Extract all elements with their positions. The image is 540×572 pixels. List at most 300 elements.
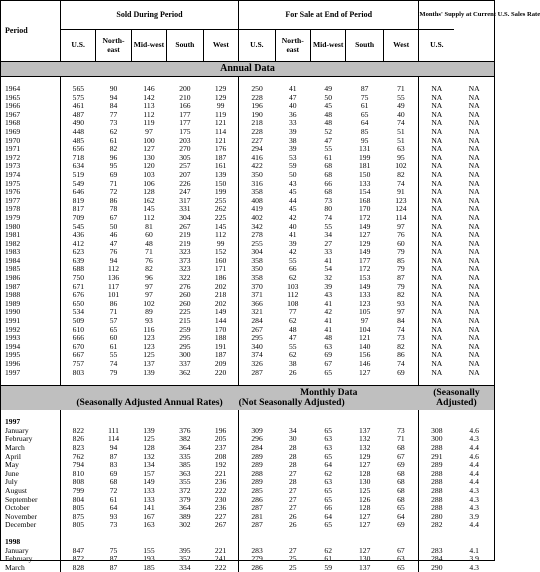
table-cell: 3.9: [454, 513, 494, 522]
table-cell: NA: [419, 145, 454, 154]
table-cell: 132: [131, 453, 166, 462]
monthly-sold-note: (Seasonally Adjusted Annual Rates): [60, 386, 238, 411]
sold-col-south: South: [167, 30, 203, 62]
table-cell: 48: [275, 326, 310, 335]
table-cell: 136: [96, 274, 131, 283]
table-cell: 105: [346, 308, 384, 317]
sold-col-midwest: Mid-west: [131, 30, 166, 62]
monthly-value-column: [60, 547, 95, 572]
table-cell: 162: [131, 197, 166, 206]
table-cell: 60: [131, 231, 166, 240]
table-cell: 146: [346, 360, 384, 369]
table-cell: 127: [346, 369, 384, 378]
table-cell: 323: [167, 248, 203, 257]
table-cell: 289: [419, 461, 454, 470]
table-cell: 38: [275, 137, 310, 146]
table-cell: 79: [96, 369, 131, 378]
table-cell: 177: [167, 119, 203, 128]
table-cell: 121: [203, 119, 238, 128]
table-cell: NA: [419, 343, 454, 352]
table-cell: 166: [167, 102, 203, 111]
table-cell: 46: [96, 231, 131, 240]
monthly-value-column: [167, 427, 203, 530]
table-cell: 149: [346, 283, 384, 292]
table-cell: 39: [275, 128, 310, 137]
table-cell: 63: [310, 444, 345, 453]
table-cell: 61: [96, 496, 131, 505]
table-cell: NA: [419, 197, 454, 206]
table-cell: 276: [167, 283, 203, 292]
year-label: 1994: [5, 343, 60, 352]
year-label: 1981: [5, 231, 60, 240]
table-cell: 44: [275, 197, 310, 206]
table-cell: 300: [167, 351, 203, 360]
table-cell: 85: [383, 257, 418, 266]
monthly-year-heading: 1998: [1, 538, 60, 547]
table-cell: 61: [310, 555, 345, 564]
table-cell: 62: [96, 128, 131, 137]
table-cell: 93: [383, 300, 418, 309]
table-cell: 97: [131, 291, 166, 300]
table-cell: 817: [61, 205, 96, 214]
table-cell: 49: [310, 85, 345, 94]
table-cell: 287: [239, 369, 275, 378]
table-cell: 286: [239, 564, 275, 572]
table-cell: 288: [419, 487, 454, 496]
table-cell: 519: [61, 171, 96, 180]
table-cell: 39: [275, 145, 310, 154]
table-cell: 358: [239, 188, 275, 197]
table-cell: 280: [419, 513, 454, 522]
table-cell: 74: [383, 180, 418, 189]
table-cell: 86: [383, 351, 418, 360]
table-cell: 67: [383, 453, 418, 462]
table-cell: 121: [203, 137, 238, 146]
table-cell: 94: [96, 257, 131, 266]
table-cell: 172: [346, 214, 384, 223]
month-label: June: [5, 470, 60, 479]
monthly-value-column: [383, 427, 418, 530]
table-cell: NA: [454, 257, 494, 266]
annual-sold-midwest: [131, 85, 166, 377]
table-cell: 300: [419, 435, 454, 444]
table-cell: 99: [203, 102, 238, 111]
table-cell: 288: [239, 470, 275, 479]
table-cell: 395: [167, 547, 203, 556]
table-cell: 144: [203, 317, 238, 326]
table-cell: 67: [96, 214, 131, 223]
table-cell: NA: [454, 111, 494, 120]
table-cell: 4.1: [454, 547, 494, 556]
table-cell: 60: [96, 334, 131, 343]
table-cell: 4.3: [454, 504, 494, 513]
table-cell: NA: [419, 162, 454, 171]
table-cell: 295: [239, 334, 275, 343]
table-cell: 79: [383, 265, 418, 274]
table-cell: 140: [346, 343, 384, 352]
year-label: 1973: [5, 162, 60, 171]
table-cell: NA: [454, 265, 494, 274]
table-cell: 155: [131, 547, 166, 556]
year-label: 1983: [5, 248, 60, 257]
table-cell: 41: [310, 317, 345, 326]
table-cell: 137: [131, 360, 166, 369]
table-cell: 95: [383, 154, 418, 163]
table-cell: 108: [275, 300, 310, 309]
table-cell: 228: [239, 128, 275, 137]
table-cell: 283: [419, 547, 454, 556]
table-cell: 64: [383, 513, 418, 522]
table-cell: 102: [383, 162, 418, 171]
table-cell: 30: [275, 435, 310, 444]
year-label: 1965: [5, 94, 60, 103]
table-cell: 202: [203, 283, 238, 292]
table-cell: 40: [275, 102, 310, 111]
table-cell: 133: [131, 496, 166, 505]
monthly-value-column: [419, 427, 454, 530]
annual-sold-us: [60, 85, 95, 377]
monthly-months-note: (Seasonally Adjusted): [419, 386, 494, 411]
table-cell: NA: [454, 137, 494, 146]
table-cell: 270: [167, 145, 203, 154]
table-cell: NA: [419, 128, 454, 137]
table-cell: 376: [167, 427, 203, 436]
table-cell: 99: [203, 240, 238, 249]
table-cell: 112: [96, 265, 131, 274]
table-cell: 676: [61, 291, 96, 300]
table-cell: 364: [167, 504, 203, 513]
sale-col-northeast: North-east: [275, 30, 310, 62]
table-cell: 279: [239, 555, 275, 564]
table-cell: 51: [383, 137, 418, 146]
table-cell: 288: [419, 496, 454, 505]
year-label: 1966: [5, 102, 60, 111]
table-cell: 317: [167, 197, 203, 206]
table-cell: 87: [383, 274, 418, 283]
table-cell: 65: [310, 521, 345, 530]
table-cell: 646: [61, 188, 96, 197]
table-cell: 218: [239, 119, 275, 128]
annual-sold-west: [203, 85, 238, 377]
table-cell: 416: [239, 154, 275, 163]
table-cell: 247: [167, 188, 203, 197]
table-cell: 509: [61, 317, 96, 326]
monthly-value-column: [167, 547, 203, 572]
table-cell: 408: [239, 197, 275, 206]
table-cell: 77: [96, 111, 131, 120]
table-cell: NA: [454, 188, 494, 197]
monthly-value-column: [96, 547, 131, 572]
year-label: 1984: [5, 257, 60, 266]
table-cell: 25: [275, 564, 310, 572]
sale-col-west: West: [383, 30, 418, 62]
table-cell: 289: [239, 453, 275, 462]
table-cell: 709: [61, 214, 96, 223]
table-cell: NA: [454, 360, 494, 369]
table-cell: 810: [61, 470, 96, 479]
table-cell: 192: [203, 461, 238, 470]
table-cell: 295: [167, 343, 203, 352]
table-cell: 196: [239, 102, 275, 111]
year-label: 1996: [5, 360, 60, 369]
table-cell: 352: [167, 555, 203, 564]
table-cell: 167: [131, 513, 166, 522]
table-cell: 822: [61, 427, 96, 436]
table-cell: 188: [203, 334, 238, 343]
table-cell: 291: [419, 453, 454, 462]
table-cell: 45: [310, 102, 345, 111]
year-label: 1986: [5, 274, 60, 283]
table-cell: 370: [239, 283, 275, 292]
table-cell: 55: [310, 223, 345, 232]
table-cell: 65: [383, 504, 418, 513]
table-cell: 227: [239, 137, 275, 146]
table-cell: 149: [203, 308, 238, 317]
monthly-data-band: Monthly Data: [239, 386, 419, 398]
table-cell: 124: [383, 205, 418, 214]
table-cell: 285: [239, 487, 275, 496]
table-cell: 82: [383, 171, 418, 180]
table-cell: 153: [346, 274, 384, 283]
table-cell: 872: [61, 555, 96, 564]
table-cell: 53: [275, 154, 310, 163]
table-cell: 87: [96, 453, 131, 462]
table-cell: 302: [167, 521, 203, 530]
table-cell: 55: [383, 94, 418, 103]
table-cell: NA: [419, 154, 454, 163]
table-cell: 128: [346, 470, 384, 479]
table-cell: 38: [275, 360, 310, 369]
monthly-year-heading: 1997: [1, 418, 60, 427]
table-cell: 154: [346, 188, 384, 197]
table-cell: 133: [131, 487, 166, 496]
table-cell: 62: [310, 470, 345, 479]
table-cell: 137: [346, 427, 384, 436]
table-cell: 385: [167, 461, 203, 470]
table-cell: 412: [61, 240, 96, 249]
table-cell: 113: [131, 102, 166, 111]
table-cell: 794: [61, 461, 96, 470]
table-cell: 623: [61, 248, 96, 257]
table-cell: 193: [131, 555, 166, 564]
table-cell: 28: [275, 461, 310, 470]
table-cell: 363: [167, 470, 203, 479]
table-cell: 60: [383, 240, 418, 249]
table-cell: 62: [275, 317, 310, 326]
table-cell: 4.4: [454, 521, 494, 530]
table-cell: 114: [383, 214, 418, 223]
table-cell: 62: [310, 547, 345, 556]
table-cell: 131: [346, 145, 384, 154]
table-cell: 288: [419, 478, 454, 487]
table-cell: NA: [419, 308, 454, 317]
table-cell: 350: [239, 171, 275, 180]
table-cell: 278: [239, 231, 275, 240]
table-cell: 804: [61, 496, 96, 505]
table-cell: 545: [61, 223, 96, 232]
year-label: 1985: [5, 265, 60, 274]
table-cell: 236: [203, 478, 238, 487]
table-cell: 74: [383, 360, 418, 369]
table-cell: 67: [383, 547, 418, 556]
table-cell: NA: [419, 274, 454, 283]
table-cell: 68: [383, 470, 418, 479]
table-cell: 61: [96, 137, 131, 146]
table-cell: 170: [203, 326, 238, 335]
table-cell: 171: [203, 265, 238, 274]
monthly-value-column: [60, 427, 95, 530]
table-cell: NA: [419, 137, 454, 146]
table-cell: 372: [167, 487, 203, 496]
monthly-value-column: [239, 547, 275, 572]
table-cell: NA: [419, 102, 454, 111]
month-label: March: [5, 564, 60, 572]
monthly-value-column: [203, 427, 238, 530]
table-cell: 208: [203, 453, 238, 462]
table-cell: 290: [419, 564, 454, 572]
table-cell: 66: [275, 265, 310, 274]
table-cell: 382: [167, 435, 203, 444]
table-cell: 69: [383, 521, 418, 530]
table-cell: 123: [131, 334, 166, 343]
table-cell: 133: [346, 291, 384, 300]
table-cell: NA: [454, 94, 494, 103]
table-cell: 127: [346, 513, 384, 522]
table-cell: 83: [96, 461, 131, 470]
table-cell: 120: [131, 162, 166, 171]
table-cell: NA: [454, 171, 494, 180]
table-cell: NA: [419, 283, 454, 292]
table-cell: 358: [239, 257, 275, 266]
table-cell: 55: [275, 343, 310, 352]
table-cell: 185: [131, 564, 166, 572]
table-cell: NA: [454, 326, 494, 335]
year-label: 1972: [5, 154, 60, 163]
table-cell: 33: [275, 119, 310, 128]
table-cell: 205: [203, 435, 238, 444]
table-cell: 4.6: [454, 453, 494, 462]
table-cell: 236: [203, 504, 238, 513]
table-cell: 309: [239, 427, 275, 436]
table-cell: 86: [96, 197, 131, 206]
table-cell: 123: [346, 300, 384, 309]
annual-sold-south: [167, 85, 203, 377]
table-cell: 55: [310, 145, 345, 154]
table-cell: 260: [167, 291, 203, 300]
monthly-value-column: [346, 427, 384, 530]
table-cell: 65: [310, 427, 345, 436]
annual-sale-us: [239, 85, 275, 377]
table-cell: 534: [61, 308, 96, 317]
table-cell: 96: [131, 274, 166, 283]
table-cell: 221: [203, 547, 238, 556]
sold-col-west: West: [203, 30, 238, 62]
table-cell: 87: [96, 564, 131, 572]
table-cell: 364: [167, 444, 203, 453]
table-cell: 63: [310, 435, 345, 444]
table-cell: 27: [275, 547, 310, 556]
table-cell: 63: [310, 478, 345, 487]
table-cell: 67: [310, 360, 345, 369]
table-cell: 334: [167, 564, 203, 572]
table-cell: 819: [61, 197, 96, 206]
month-label: May: [5, 461, 60, 470]
table-cell: 26: [275, 513, 310, 522]
table-cell: NA: [419, 265, 454, 274]
monthly-value-column: [310, 547, 345, 572]
year-label: 1993: [5, 334, 60, 343]
table-cell: 36: [275, 111, 310, 120]
table-cell: NA: [419, 171, 454, 180]
table-cell: 97: [131, 283, 166, 292]
table-cell: 257: [167, 162, 203, 171]
table-cell: NA: [454, 343, 494, 352]
table-cell: NA: [419, 180, 454, 189]
table-cell: 94: [96, 94, 131, 103]
table-cell: 176: [203, 145, 238, 154]
table-cell: 284: [239, 317, 275, 326]
table-cell: 4.3: [454, 487, 494, 496]
table-cell: 74: [96, 360, 131, 369]
table-cell: 295: [167, 334, 203, 343]
table-cell: 87: [96, 555, 131, 564]
table-cell: 287: [239, 504, 275, 513]
table-cell: 50: [310, 94, 345, 103]
table-cell: 65: [310, 496, 345, 505]
table-cell: 112: [131, 111, 166, 120]
table-cell: 65: [383, 564, 418, 572]
table-cell: 283: [239, 547, 275, 556]
table-cell: 199: [203, 188, 238, 197]
table-cell: 487: [61, 111, 96, 120]
table-cell: 41: [310, 326, 345, 335]
table-cell: 241: [203, 555, 238, 564]
table-cell: 64: [346, 119, 384, 128]
table-cell: 186: [203, 274, 238, 283]
table-cell: 63: [383, 145, 418, 154]
table-cell: 4.4: [454, 444, 494, 453]
table-cell: 119: [203, 111, 238, 120]
table-cell: 799: [61, 487, 96, 496]
table-cell: 59: [310, 564, 345, 572]
table-cell: 805: [61, 521, 96, 530]
table-cell: 81: [131, 223, 166, 232]
table-cell: 670: [61, 343, 96, 352]
table-cell: 127: [346, 547, 384, 556]
annual-data-band: Annual Data: [1, 62, 494, 77]
table-cell: NA: [454, 334, 494, 343]
table-cell: 304: [167, 214, 203, 223]
table-cell: 422: [239, 162, 275, 171]
table-cell: 95: [346, 137, 384, 146]
table-cell: NA: [419, 223, 454, 232]
table-cell: 97: [383, 223, 418, 232]
table-cell: 42: [310, 308, 345, 317]
table-cell: 448: [61, 128, 96, 137]
table-cell: 71: [131, 248, 166, 257]
table-cell: 68: [383, 444, 418, 453]
table-cell: 145: [131, 205, 166, 214]
table-cell: 114: [96, 435, 131, 444]
annual-sale-west: [383, 85, 418, 377]
table-cell: 803: [61, 369, 96, 378]
table-cell: 389: [167, 513, 203, 522]
table-cell: 129: [346, 240, 384, 249]
table-cell: 48: [310, 334, 345, 343]
months-col-us: U.S.: [419, 30, 454, 62]
monthly-value-column: [346, 547, 384, 572]
table-cell: 26: [275, 521, 310, 530]
